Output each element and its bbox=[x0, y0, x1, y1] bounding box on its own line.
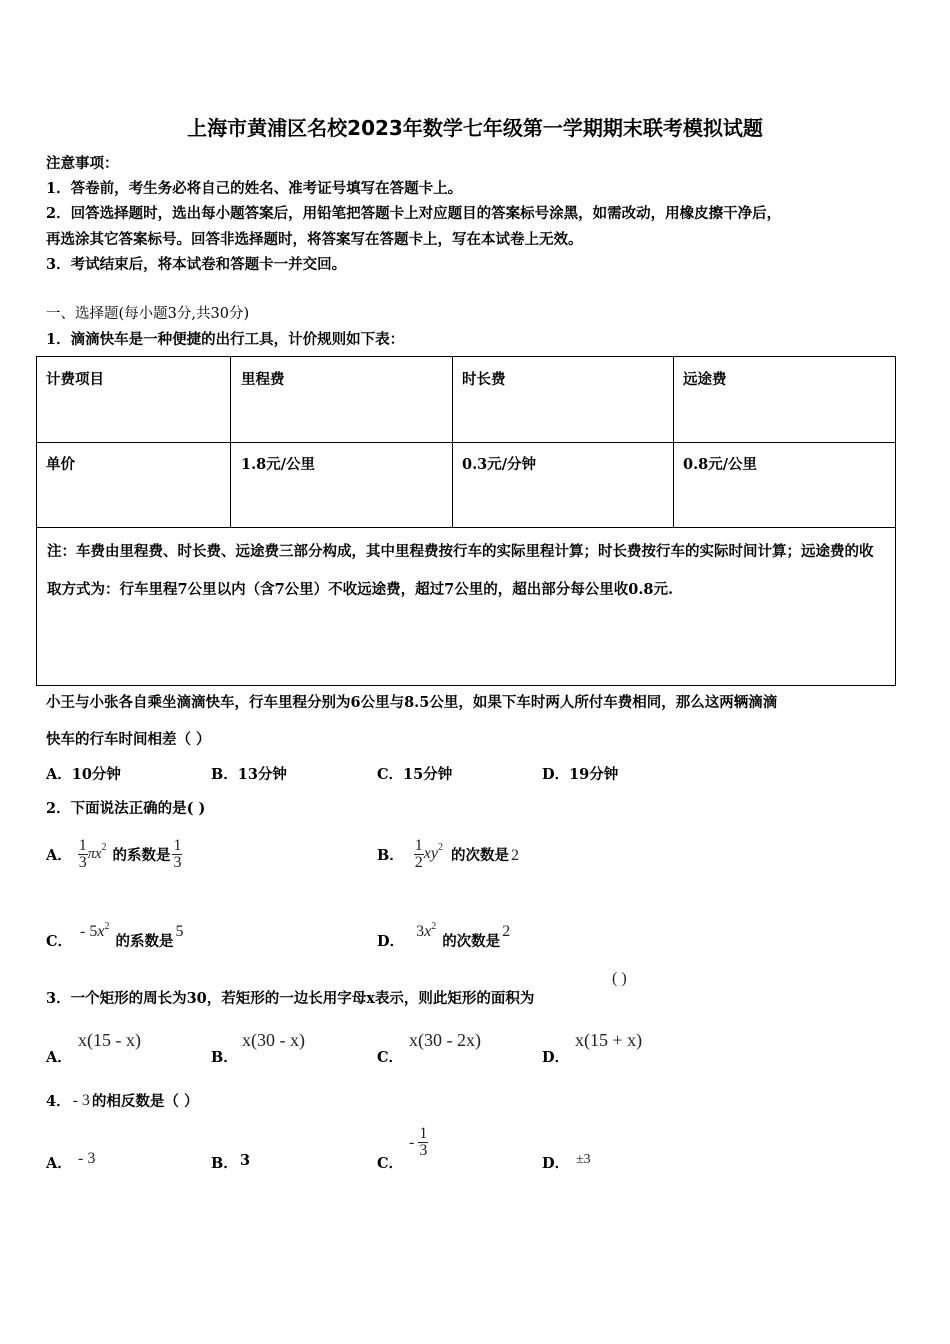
fraction-numerator: 1 bbox=[173, 836, 182, 854]
pricing-table bbox=[36, 356, 896, 686]
q3-option-a[interactable]: x(15 - x) bbox=[78, 1030, 141, 1050]
notice-heading: 注意事项： bbox=[46, 155, 119, 172]
table-cell: 0.8元/公里 bbox=[683, 456, 758, 473]
table-note: 注：车费由里程费、时长费、远途费三部分构成，其中里程费按行车的实际里程计算；时长费按行车的实际时间计算；远途费的收取方式为：行车里程7公里以内（含7公里）不收远途费，超过7公里的，超出部分每公里收0.8元. bbox=[47, 543, 874, 598]
q2-a-expression bbox=[78, 838, 107, 871]
exponent: 2 bbox=[431, 921, 437, 932]
section-heading: 一、选择题(每小题3分,共30分) bbox=[46, 306, 250, 322]
fraction-denominator: 3 bbox=[78, 853, 87, 871]
notice-item-2b: 再选涂其它答案标号。回答非选择题时，将答案写在答题卡上，写在本试卷上无效。 bbox=[46, 231, 583, 248]
q2-a-answer bbox=[172, 838, 182, 871]
q1-line-1: 小王与小张各自乘坐滴滴快车，行车里程分别为6公里与8.5公里，如果下车时两人所付车费相同，那么这两辆滴滴 bbox=[46, 694, 778, 711]
q4-option-a[interactable]: - 3 bbox=[78, 1150, 96, 1167]
q4-number: 4． bbox=[46, 1093, 71, 1110]
option-label: D． bbox=[377, 932, 405, 950]
fraction-numerator: 1 bbox=[414, 836, 423, 854]
q1-option-c[interactable]: C．15分钟 bbox=[377, 766, 453, 783]
table-cell: 1.8元/公里 bbox=[241, 456, 316, 473]
pi-symbol: π bbox=[87, 845, 96, 862]
q3-option-b[interactable]: x(30 - x) bbox=[242, 1030, 305, 1050]
q4-option-d[interactable]: ±3 bbox=[576, 1152, 591, 1167]
table-header-cell: 计费项目 bbox=[46, 371, 104, 388]
q2-c-text: 的系数是 bbox=[115, 932, 174, 950]
fraction-numerator: 1 bbox=[78, 836, 87, 854]
table-cell: 单价 bbox=[46, 456, 75, 473]
exponent: 2 bbox=[104, 921, 110, 932]
q3-blank: ( ) bbox=[612, 970, 627, 987]
option-label: C． bbox=[377, 1049, 404, 1066]
page-title: 上海市黄浦区名校2023年数学七年级第一学期期末联考模拟试题 bbox=[187, 116, 763, 140]
option-label: A． bbox=[46, 1049, 72, 1066]
variable: x bbox=[95, 845, 102, 862]
q4-option-c[interactable] bbox=[409, 1126, 428, 1159]
table-header-cell: 时长费 bbox=[462, 371, 506, 388]
option-label: D． bbox=[542, 1155, 570, 1172]
table-header-cell: 远途费 bbox=[683, 371, 727, 388]
q2-d-text: 的次数是 bbox=[442, 932, 501, 950]
fraction-numerator: 1 bbox=[419, 1125, 428, 1142]
variable: x bbox=[97, 923, 105, 940]
q2-d-answer: 2 bbox=[502, 923, 511, 940]
q2-b-answer: 2 bbox=[510, 847, 519, 864]
q2-d-expression bbox=[416, 923, 436, 941]
table-divider bbox=[37, 442, 895, 443]
q1-option-d[interactable]: D．19分钟 bbox=[542, 766, 619, 783]
q2-b-expression bbox=[414, 838, 443, 871]
q4-stem-math: - 3 bbox=[72, 1091, 90, 1109]
q4-stem bbox=[46, 1090, 198, 1111]
q2-b-text: 的次数是 bbox=[450, 846, 509, 864]
option-label: C． bbox=[46, 932, 73, 950]
notice-item-1: 1．答卷前，考生务必将自己的姓名、准考证号填写在答题卡上。 bbox=[46, 180, 463, 197]
coefficient: 3 bbox=[416, 923, 425, 940]
q2-option-c[interactable] bbox=[46, 914, 183, 950]
coefficient: - 5 bbox=[80, 923, 98, 940]
q1-option-a[interactable]: A．10分钟 bbox=[46, 766, 121, 783]
q2-option-a[interactable] bbox=[46, 830, 182, 878]
notice-item-3: 3．考试结束后，将本试卷和答题卡一并交回。 bbox=[46, 256, 347, 273]
fraction-denominator: 3 bbox=[173, 853, 182, 871]
q2-c-expression bbox=[80, 923, 109, 941]
option-label: B． bbox=[211, 1049, 238, 1066]
notice-item-2a: 2．回答选择题时，选出每小题答案后，用铅笔把答题卡上对应题目的答案标号涂黑，如需改动，用橡皮擦干净后， bbox=[46, 205, 782, 222]
q1-stem: 1．滴滴快车是一种便捷的出行工具，计价规则如下表： bbox=[46, 331, 405, 348]
q1-option-b[interactable]: B．13分钟 bbox=[211, 766, 287, 783]
q3-stem: 3．一个矩形的周长为30，若矩形的一边长用字母x表示，则此矩形的面积为 bbox=[46, 990, 535, 1007]
q4-stem-text: 的相反数是（ ） bbox=[91, 1093, 199, 1110]
q2-c-answer: 5 bbox=[175, 923, 184, 940]
q4-option-b[interactable]: 3 bbox=[240, 1152, 251, 1169]
q2-a-text: 的系数是 bbox=[112, 846, 171, 864]
variable: xy bbox=[423, 844, 438, 862]
option-label: B． bbox=[377, 846, 404, 864]
q2-option-b[interactable] bbox=[377, 830, 519, 878]
exponent: 2 bbox=[101, 842, 107, 854]
fraction-denominator: 2 bbox=[414, 853, 423, 871]
q2-option-d[interactable] bbox=[377, 914, 510, 950]
minus-sign: - bbox=[409, 1133, 415, 1151]
option-label: A． bbox=[46, 1155, 72, 1172]
exponent: 2 bbox=[437, 842, 443, 854]
table-header-cell: 里程费 bbox=[241, 371, 285, 388]
q3-option-c[interactable]: x(30 - 2x) bbox=[409, 1030, 481, 1050]
q2-stem: 2．下面说法正确的是( ) bbox=[46, 800, 206, 817]
option-label: A． bbox=[46, 846, 72, 864]
variable: x bbox=[424, 923, 432, 940]
option-label: D． bbox=[542, 1049, 570, 1066]
fraction-denominator: 3 bbox=[419, 1142, 428, 1159]
table-divider bbox=[37, 527, 895, 528]
option-label: B． bbox=[211, 1155, 238, 1172]
q3-option-d[interactable]: x(15 + x) bbox=[575, 1030, 643, 1050]
option-label: C． bbox=[377, 1155, 404, 1172]
table-cell: 0.3元/分钟 bbox=[462, 456, 537, 473]
q1-line-2: 快车的行车时间相差（ ） bbox=[46, 731, 211, 748]
